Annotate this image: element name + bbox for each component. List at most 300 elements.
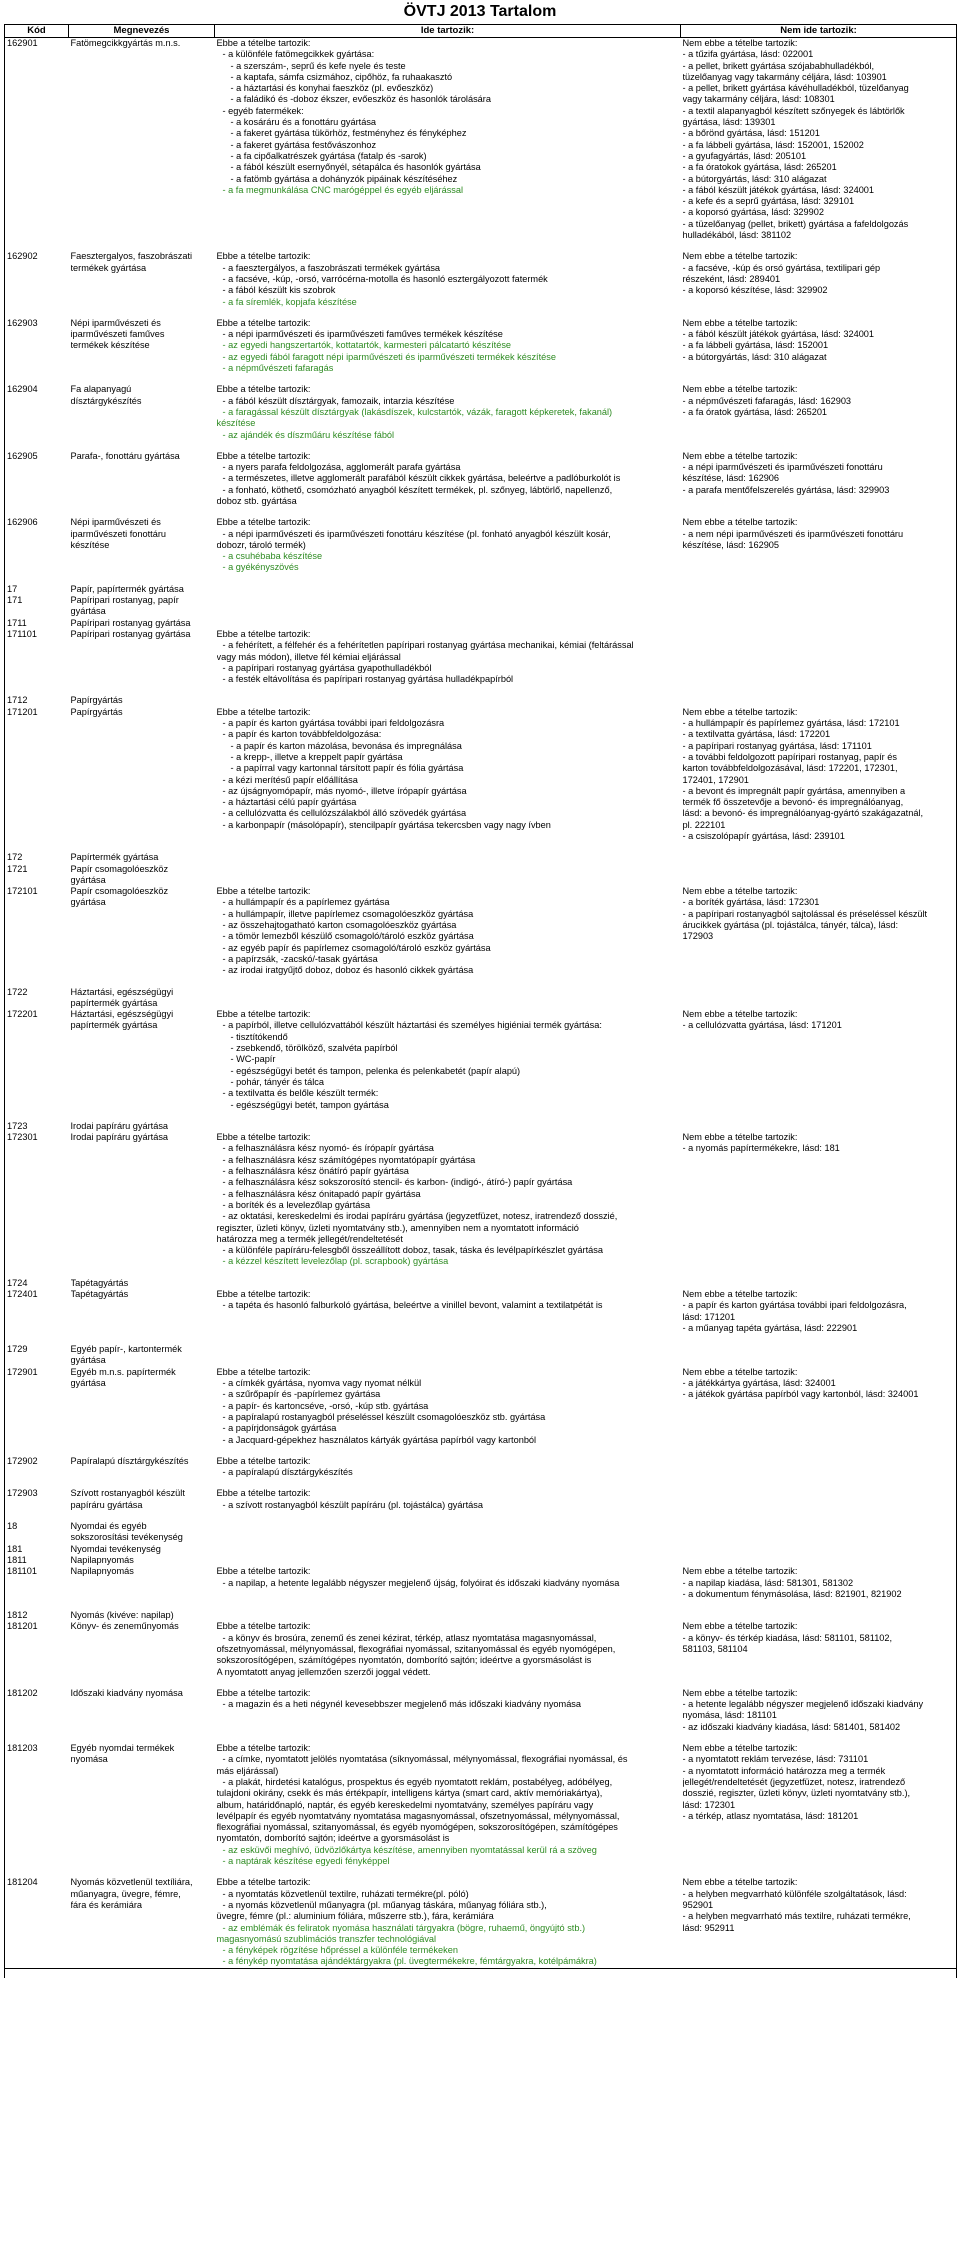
row-name-line: Napilapnyomás	[70, 1566, 134, 1577]
row-ide	[215, 618, 681, 629]
header-megnevezes: Megnevezés	[69, 25, 215, 38]
nem-line: - a gyufagyártás, lásd: 205101	[682, 150, 807, 161]
ide-line: Ebbe a tételbe tartozik:	[216, 886, 311, 897]
row-name-line: műanyagra, üvegre, fémre,	[70, 1888, 181, 1899]
row-nem	[681, 1488, 957, 1511]
row-name-line: fára és kerámiára	[70, 1899, 142, 1910]
ide-line: - az összehajtogatható karton csomagolóeszköz gyártása	[222, 920, 457, 931]
spacer-cell	[215, 1446, 681, 1456]
row-code: 172901	[5, 1367, 69, 1446]
table-row	[5, 1009, 957, 1111]
table-row	[5, 886, 957, 976]
spacer-cell	[69, 1334, 215, 1344]
nem-line: Nem ebbe a tételbe tartozik:	[682, 706, 798, 717]
ide-line: - a papír és karton gyártása további ipari feldolgozásra	[222, 718, 445, 729]
ide-line: - tisztítókendő	[230, 1031, 288, 1042]
nem-line: - a bevont és impregnált papír gyártása, amennyiben a	[682, 785, 906, 796]
spacer-cell	[69, 441, 215, 451]
row-name-line: Nyomdai és egyéb	[70, 1521, 147, 1532]
ide-line: - a naptárak készítése egyedi fényképpel	[222, 1856, 390, 1867]
ide-line: - a gyékényszövés	[222, 562, 299, 573]
nem-line: - a fa lábbeli gyártása, lásd: 152001	[682, 340, 829, 351]
ide-line: - a szűrőpapír és -papírlemez gyártása	[222, 1389, 381, 1400]
row-ide	[215, 451, 681, 507]
spacer-cell	[681, 977, 957, 987]
ide-line: album, határidőnapló, naptár, és egyéb kereskedelmi nyomtatvány, személyes papíráru vagy	[216, 1799, 594, 1810]
nem-line: részeként, lásd: 289401	[682, 273, 781, 284]
nem-line: - a textil alapanyagból készített szőnyegek és lábtörlők	[682, 105, 905, 116]
row-nem	[681, 384, 957, 440]
ide-line: Ebbe a tételbe tartozik:	[216, 1455, 311, 1466]
nem-line: Nem ebbe a tételbe tartozik:	[682, 886, 798, 897]
table-row	[5, 629, 957, 685]
ide-line: - a nyers parafa feldolgozása, agglomerált parafa gyártása	[222, 462, 461, 473]
row-name	[69, 318, 215, 374]
row-name	[69, 1566, 215, 1600]
row-nem	[681, 1278, 957, 1289]
spacer-cell	[69, 507, 215, 517]
row-name-line: papírtermék gyártása	[70, 997, 158, 1008]
nem-line: Nem ebbe a tételbe tartozik:	[682, 1288, 798, 1299]
nem-line: lásd: 172301	[682, 1799, 736, 1810]
row-ide	[215, 1278, 681, 1289]
row-code: 171101	[5, 629, 69, 685]
header-nem: Nem ide tartozik:	[681, 25, 957, 38]
ide-line: - a felhasználásra kész önátíró papír gyártása	[222, 1166, 409, 1177]
row-code: 181	[5, 1544, 69, 1555]
row-code: 162905	[5, 451, 69, 507]
row-name-line: gyártása	[70, 874, 106, 885]
nem-line: - a népművészeti fafaragás, lásd: 162903	[682, 395, 852, 406]
table-row	[5, 1877, 957, 1968]
ide-line: Ebbe a tételbe tartozik:	[216, 1621, 311, 1632]
row-code: 162906	[5, 517, 69, 573]
ide-line: - a faládikó és -doboz ékszer, evőeszköz és hasonlók tárolására	[230, 94, 491, 105]
row-ide	[215, 1521, 681, 1544]
ide-line: - pohár, tányér és tálca	[230, 1076, 324, 1087]
spacer-cell	[69, 241, 215, 251]
ide-line: - a papíralapú rostanyagból préseléssel készült csomagolóeszköz stb. gyártása	[222, 1411, 546, 1422]
ide-line: - a természetes, illetve agglomerált parafából készült cikkek gyártása, beleértve a padlóburkolót is	[222, 473, 621, 484]
spacer-cell	[681, 374, 957, 384]
row-name	[69, 1344, 215, 1367]
ide-line: Ebbe a tételbe tartozik:	[216, 1488, 311, 1499]
table-row	[5, 1121, 957, 1132]
table-row	[5, 595, 957, 618]
row-nem	[681, 987, 957, 1010]
row-spacer	[5, 507, 957, 517]
nem-line: - a pellet, brikett gyártása kávéhulladékból, tüzelőanyag	[682, 83, 909, 94]
row-name-line: termékek gyártása	[70, 262, 147, 273]
nem-line: 952901	[682, 1899, 714, 1910]
row-nem	[681, 1566, 957, 1600]
row-name-line: gyártása	[70, 606, 106, 617]
ide-line: - a papír- és kartoncséve, -orsó, -kúp stb. gyártása	[222, 1400, 429, 1411]
row-nem	[681, 1743, 957, 1867]
row-code: 172101	[5, 886, 69, 976]
row-name-line: dísztárgykészítés	[70, 395, 142, 406]
ide-line: - a könyv és brosúra, zenemű és zenei kézirat, térkép, atlasz nyomtatása magasnyomással,	[222, 1632, 597, 1643]
row-spacer	[5, 241, 957, 251]
row-name	[69, 852, 215, 863]
row-name	[69, 629, 215, 685]
nem-line: - a papíripari rostanyagból sajtolással és préseléssel készült	[682, 908, 928, 919]
ide-line: Ebbe a tételbe tartozik:	[216, 450, 311, 461]
row-name-line: Parafa-, fonottáru gyártása	[70, 450, 180, 461]
ide-line: - a cellulózvatta és cellulózszálakból álló szövedék gyártása	[222, 808, 467, 819]
row-code: 1724	[5, 1278, 69, 1289]
nem-line: Nem ebbe a tételbe tartozik:	[682, 450, 798, 461]
row-ide	[215, 1488, 681, 1511]
row-ide	[215, 1544, 681, 1555]
ide-line: regiszter, üzleti könyv, üzleti nyomtatvány stb.), amennyiben nem a nyomtatott információ	[216, 1222, 579, 1233]
row-spacer	[5, 574, 957, 584]
table-body	[5, 38, 957, 1979]
row-name	[69, 987, 215, 1010]
row-code: 172903	[5, 1488, 69, 1511]
row-name	[69, 618, 215, 629]
ide-line: dobozr, tároló termék)	[216, 539, 306, 550]
row-name	[69, 1278, 215, 1289]
row-nem	[681, 886, 957, 976]
nem-line: hulladékából, lásd: 381102	[682, 230, 792, 241]
row-name-line: Háztartási, egészségügyi	[70, 986, 174, 997]
row-name	[69, 595, 215, 618]
row-name	[69, 251, 215, 307]
spacer-cell	[5, 1111, 69, 1121]
row-name-line: Papír csomagolóeszköz	[70, 886, 169, 897]
row-name-line: Fa alapanyagú	[70, 384, 132, 395]
ide-line: - az emblémák és feliratok nyomása használati tárgyakra (bögre, ruhaemű, öngyújtó stb.)	[222, 1922, 586, 1933]
table-row	[5, 451, 957, 507]
row-code: 1812	[5, 1610, 69, 1621]
spacer-cell	[5, 1968, 69, 1978]
nem-line: - a bútorgyártás, lásd: 310 alágazat	[682, 351, 827, 362]
ide-line: - egyéb fatermékek:	[222, 105, 304, 116]
row-spacer	[5, 685, 957, 695]
nem-line: Nem ebbe a tételbe tartozik:	[682, 1621, 798, 1632]
spacer-cell	[681, 308, 957, 318]
nem-line: Nem ebbe a tételbe tartozik:	[682, 1132, 798, 1143]
content-table	[4, 24, 957, 1978]
nem-line: - a boríték gyártása, lásd: 172301	[682, 897, 820, 908]
ide-line: - a textilvatta és belőle készült termék:	[222, 1088, 379, 1099]
row-ide	[215, 1621, 681, 1677]
ide-line: - a hullámpapír, illetve papírlemez csomagolóeszköz gyártása	[222, 908, 474, 919]
nem-line: Nem ebbe a tételbe tartozik:	[682, 517, 798, 528]
ide-line: - a felhasználásra kész ónitapadó papír gyártása	[222, 1188, 421, 1199]
spacer-cell	[5, 1600, 69, 1610]
ide-line: - a felhasználásra kész sokszorosító stencil- és karbon- (indigó-, átíró-) papír gyártása	[222, 1177, 573, 1188]
spacer-cell	[5, 1678, 69, 1688]
row-name-line: Egyéb m.n.s. papírtermék	[70, 1366, 176, 1377]
row-name-line: Faesztergalyos, faszobrászati	[70, 251, 193, 262]
nem-line: - a nem népi iparművészeti és iparművészeti fonottáru	[682, 528, 904, 539]
nem-line: - a bútorgyártás, lásd: 310 alágazat	[682, 173, 827, 184]
nem-line: - a napilap kiadása, lásd: 581301, 581302	[682, 1577, 854, 1588]
row-nem	[681, 695, 957, 706]
spacer-cell	[681, 1111, 957, 1121]
ide-line: - a krepp-, illetve a kreppelt papír gyártása	[230, 751, 403, 762]
ide-line: levélpapír és egyéb nyomtatvány nyomtatása magasnyomással, ofszetnyomással, mélynyomással,	[216, 1810, 620, 1821]
nem-line: - a facséve, -kúp és orsó gyártása, textilipari gép	[682, 262, 881, 273]
nem-line: Nem ebbe a tételbe tartozik:	[682, 1743, 798, 1754]
table-row	[5, 864, 957, 887]
ide-line: - a címke, nyomtatott jelölés nyomtatása (síknyomással, mélynyomással, flexográfiai nyomással, és	[222, 1754, 628, 1765]
row-name-line: Papíripari rostanyag gyártása	[70, 617, 191, 628]
row-nem	[681, 1367, 957, 1446]
row-name-line: gyártása	[70, 897, 106, 908]
row-name	[69, 1521, 215, 1544]
table-row	[5, 695, 957, 706]
row-name-line: Irodai papíráru gyártása	[70, 1132, 169, 1143]
spacer-cell	[681, 1268, 957, 1278]
nem-line: - a fa óratokok gyártása, lásd: 265201	[682, 162, 837, 173]
ide-line: - az egyedi hangszertartók, kottatartók, karmesteri pálcatartó készítése	[222, 340, 512, 351]
row-nem	[681, 1621, 957, 1677]
row-name-line: Fatömegcikkgyártás m.n.s.	[70, 38, 181, 48]
nem-line: - a papír és karton gyártása további ipari feldolgozásra,	[682, 1300, 907, 1311]
ide-line: flexográfiai nyomással, szitanyomással, és egyéb nyomógépen, sokszorosítógépen, számítógépes	[216, 1822, 618, 1833]
table-row	[5, 1688, 957, 1733]
nem-line: készítése, lásd: 162905	[682, 539, 780, 550]
ide-line: - az egyéb papír és papírlemez csomagoló/tároló eszköz gyártása	[222, 942, 491, 953]
row-nem	[681, 517, 957, 573]
spacer-cell	[69, 685, 215, 695]
spacer-cell	[215, 1678, 681, 1688]
row-name-line: Irodai papíráru gyártása	[70, 1120, 169, 1131]
nem-line: lásd: 952911	[682, 1922, 735, 1933]
ide-line: - a faesztergályos, a faszobrászati termékek gyártása	[222, 262, 441, 273]
row-nem	[681, 318, 957, 374]
row-spacer	[5, 1478, 957, 1488]
row-ide	[215, 1456, 681, 1479]
spacer-cell	[5, 1511, 69, 1521]
row-name	[69, 864, 215, 887]
row-code: 181204	[5, 1877, 69, 1968]
table-row	[5, 251, 957, 307]
ide-line: - a különféle fatömegcikkek gyártása:	[222, 49, 375, 60]
spacer-cell	[215, 308, 681, 318]
spacer-cell	[681, 1968, 957, 1978]
nem-line: - a nyomás papírtermékekre, lásd: 181	[682, 1143, 840, 1154]
header-kod: Kód	[5, 25, 69, 38]
spacer-cell	[5, 1446, 69, 1456]
nem-line: - a fából készült játékok gyártása, lásd: 324001	[682, 184, 875, 195]
spacer-cell	[681, 241, 957, 251]
row-nem	[681, 1555, 957, 1566]
nem-line: - a további feldolgozott papíripari rostanyag, papír és	[682, 751, 898, 762]
row-code: 162903	[5, 318, 69, 374]
row-name	[69, 451, 215, 507]
row-spacer	[5, 374, 957, 384]
table-row	[5, 384, 957, 440]
table-row	[5, 1344, 957, 1367]
row-name	[69, 1743, 215, 1867]
row-ide	[215, 1121, 681, 1132]
row-nem	[681, 864, 957, 887]
row-name	[69, 1289, 215, 1334]
row-ide	[215, 595, 681, 618]
table-row	[5, 584, 957, 595]
row-ide	[215, 1289, 681, 1334]
row-name-line: Napilapnyomás	[70, 1554, 134, 1565]
ide-line: - az irodai iratgyűjtő doboz, doboz és hasonló cikkek gyártása	[222, 965, 474, 976]
row-spacer	[5, 1678, 957, 1688]
spacer-cell	[681, 1867, 957, 1877]
row-nem	[681, 1544, 957, 1555]
row-name-line: Papírtermék gyártása	[70, 852, 159, 863]
row-nem	[681, 595, 957, 618]
ide-line: A nyomtatott anyag jellemzően szerzői joggal védett.	[216, 1666, 431, 1677]
ide-line: - a papíripari rostanyag gyártása gyapothulladékból	[222, 662, 432, 673]
ide-line: - a festék eltávolítása és papíripari rostanyag gyártása hulladékpapírból	[222, 674, 514, 685]
row-ide	[215, 517, 681, 573]
nem-line: - a parafa mentőfelszerelés gyártása, lásd: 329903	[682, 484, 890, 495]
ide-line: Ebbe a tételbe tartozik:	[216, 1687, 311, 1698]
row-name	[69, 886, 215, 976]
spacer-cell	[215, 507, 681, 517]
nem-line: pl. 222101	[682, 819, 726, 830]
row-name-line: Tapétagyártás	[70, 1277, 129, 1288]
row-code: 172	[5, 852, 69, 863]
table-row	[5, 1456, 957, 1479]
row-nem	[681, 1456, 957, 1479]
table-row	[5, 1367, 957, 1446]
nem-line: dosszié, regiszter, üzleti könyv, üzleti nyomtatvány stb.),	[682, 1788, 911, 1799]
row-ide	[215, 584, 681, 595]
row-name-line: gyártása	[70, 1355, 106, 1366]
row-ide	[215, 695, 681, 706]
ide-line: Ebbe a tételbe tartozik:	[216, 628, 311, 639]
row-name	[69, 1132, 215, 1268]
header-row	[5, 25, 957, 38]
ide-line: - a háztartási és konyhai faeszköz (pl. evőeszköz)	[230, 83, 434, 94]
row-nem	[681, 451, 957, 507]
row-code: 171201	[5, 707, 69, 843]
ide-line: - a fényképek rögzítése hőpréssel a különféle termékeken	[222, 1945, 458, 1956]
ide-line: - az esküvői meghívó, üdvözlőkártya készítése, amennyiben nyomtatással kerül rá a szöveg	[222, 1844, 597, 1855]
nem-line: - a cellulózvatta gyártása, lásd: 171201	[682, 1020, 842, 1031]
row-name-line: papíráru gyártása	[70, 1499, 143, 1510]
ide-line: - a papírzsák, -zacskó/-tasak gyártása	[222, 953, 378, 964]
row-name-line: iparművészeti fonottáru	[70, 528, 166, 539]
spacer-cell	[215, 374, 681, 384]
ide-line: - a papírjdonságok gyártása	[222, 1423, 337, 1434]
spacer-cell	[681, 1446, 957, 1456]
spacer-cell	[69, 1478, 215, 1488]
ide-line: készítése	[216, 418, 256, 429]
nem-line: vagy takarmány céljára, lásd: 108301	[682, 94, 835, 105]
header-ide: Ide tartozik:	[215, 25, 681, 38]
ide-line: üvegre, fémre (pl.: aluminium fóliára, műszerre stb.), fára, kerámiára	[216, 1911, 494, 1922]
ide-line: - WC-papír	[230, 1054, 276, 1065]
spacer-cell	[681, 1733, 957, 1743]
row-name-line: Tapétagyártás	[70, 1288, 129, 1299]
spacer-cell	[69, 1600, 215, 1610]
nem-line: 172401, 172901	[682, 774, 749, 785]
nem-line: - a játékkártya gyártása, lásd: 324001	[682, 1378, 836, 1389]
row-nem	[681, 1121, 957, 1132]
row-spacer	[5, 1733, 957, 1743]
row-code: 172201	[5, 1009, 69, 1111]
spacer-cell	[5, 1268, 69, 1278]
table-row	[5, 1555, 957, 1566]
ide-line: - a karbonpapír (másolópapír), stencilpapír gyártása tekercsben vagy nagy ívben	[222, 819, 551, 830]
nem-line: - a csiszolópapír gyártása, lásd: 239101	[682, 831, 845, 841]
ide-line: - a fa síremlék, kopjafa készítése	[222, 296, 357, 307]
row-ide	[215, 1566, 681, 1600]
row-name	[69, 707, 215, 843]
nem-line: - a nyomtatott információ határozza meg a termék	[682, 1765, 886, 1776]
row-nem	[681, 38, 957, 242]
spacer-cell	[215, 842, 681, 852]
ide-line: - a hullámpapír és a papírlemez gyártása	[222, 897, 390, 908]
spacer-cell	[5, 441, 69, 451]
row-nem	[681, 251, 957, 307]
nem-line: Nem ebbe a tételbe tartozik:	[682, 1687, 798, 1698]
ide-line: - egészségügyi betét és tampon, pelenka és pelenkabetét (papír alapú)	[230, 1065, 521, 1076]
ide-line: - a nyomtatás közvetlenül textilre, ruházati termékre(pl. póló)	[222, 1888, 469, 1899]
row-nem	[681, 1521, 957, 1544]
nem-line: tüzelőanyag vagy takarmány céljára, lásd: 103901	[682, 71, 887, 82]
ide-line: doboz stb. gyártása	[216, 495, 297, 506]
row-ide	[215, 886, 681, 976]
spacer-cell	[5, 1733, 69, 1743]
row-ide	[215, 987, 681, 1010]
spacer-cell	[215, 241, 681, 251]
ide-line: - a napilap, a hetente legalább négyszer megjelenő újság, folyóirat és időszaki kiadvány nyomása	[222, 1577, 620, 1588]
ide-line: - a papírból, illetve cellulózvattából készült háztartási és személyes higiéniai termék gyártása:	[222, 1020, 602, 1031]
nem-line: - a játékok gyártása papírból vagy kartonból, lásd: 324001	[682, 1389, 919, 1400]
table-row	[5, 987, 957, 1010]
row-nem	[681, 1132, 957, 1268]
spacer-cell	[215, 1867, 681, 1877]
ide-line: - a boríték és a levelezőlap gyártása	[222, 1199, 371, 1210]
ide-line: - a címkék gyártása, nyomva vagy nyomat nélkül	[222, 1378, 422, 1389]
row-name	[69, 1456, 215, 1479]
spacer-cell	[681, 1511, 957, 1521]
row-spacer	[5, 1867, 957, 1877]
spacer-cell	[681, 1478, 957, 1488]
row-name	[69, 1488, 215, 1511]
row-name	[69, 1621, 215, 1677]
ide-line: - a magazin és a heti négynél kevesebbszer megjelenő más időszaki kiadvány nyomása	[222, 1699, 582, 1710]
spacer-cell	[215, 1733, 681, 1743]
row-spacer	[5, 1268, 957, 1278]
ide-line: - az oktatási, kereskedelmi és irodai papíráru gyártása (jegyzetfüzet, notesz, iratrendező dosszié,	[222, 1211, 618, 1222]
spacer-cell	[5, 1867, 69, 1877]
table-row	[5, 1289, 957, 1334]
row-code: 1723	[5, 1121, 69, 1132]
ide-line: Ebbe a tételbe tartozik:	[216, 384, 311, 395]
spacer-cell	[5, 842, 69, 852]
nem-line: lásd: 171201	[682, 1311, 736, 1322]
row-ide	[215, 251, 681, 307]
nem-line: Nem ebbe a tételbe tartozik:	[682, 1009, 798, 1020]
spacer-cell	[681, 1334, 957, 1344]
ide-line: Ebbe a tételbe tartozik:	[216, 1288, 311, 1299]
nem-line: karton továbbfeldolgozásával, lásd: 172201, 172301,	[682, 763, 898, 774]
ide-line: - a fakeret gyártása festővászonhoz	[230, 139, 377, 150]
ide-line: - a faragással készült dísztárgyak (lakásdíszek, kulcstartók, vázák, faragott képkeretek, fakanál)	[222, 406, 613, 417]
ide-line: - a felhasználásra kész nyomó- és írópapír gyártása	[222, 1143, 434, 1154]
row-code: 162902	[5, 251, 69, 307]
ide-line: - a szívott rostanyagból készült papíráru (pl. tojástálca) gyártása	[222, 1499, 483, 1510]
nem-line: gyártása, lásd: 139301	[682, 117, 776, 128]
table-row	[5, 1610, 957, 1621]
ide-line: Ebbe a tételbe tartozik:	[216, 1877, 311, 1888]
